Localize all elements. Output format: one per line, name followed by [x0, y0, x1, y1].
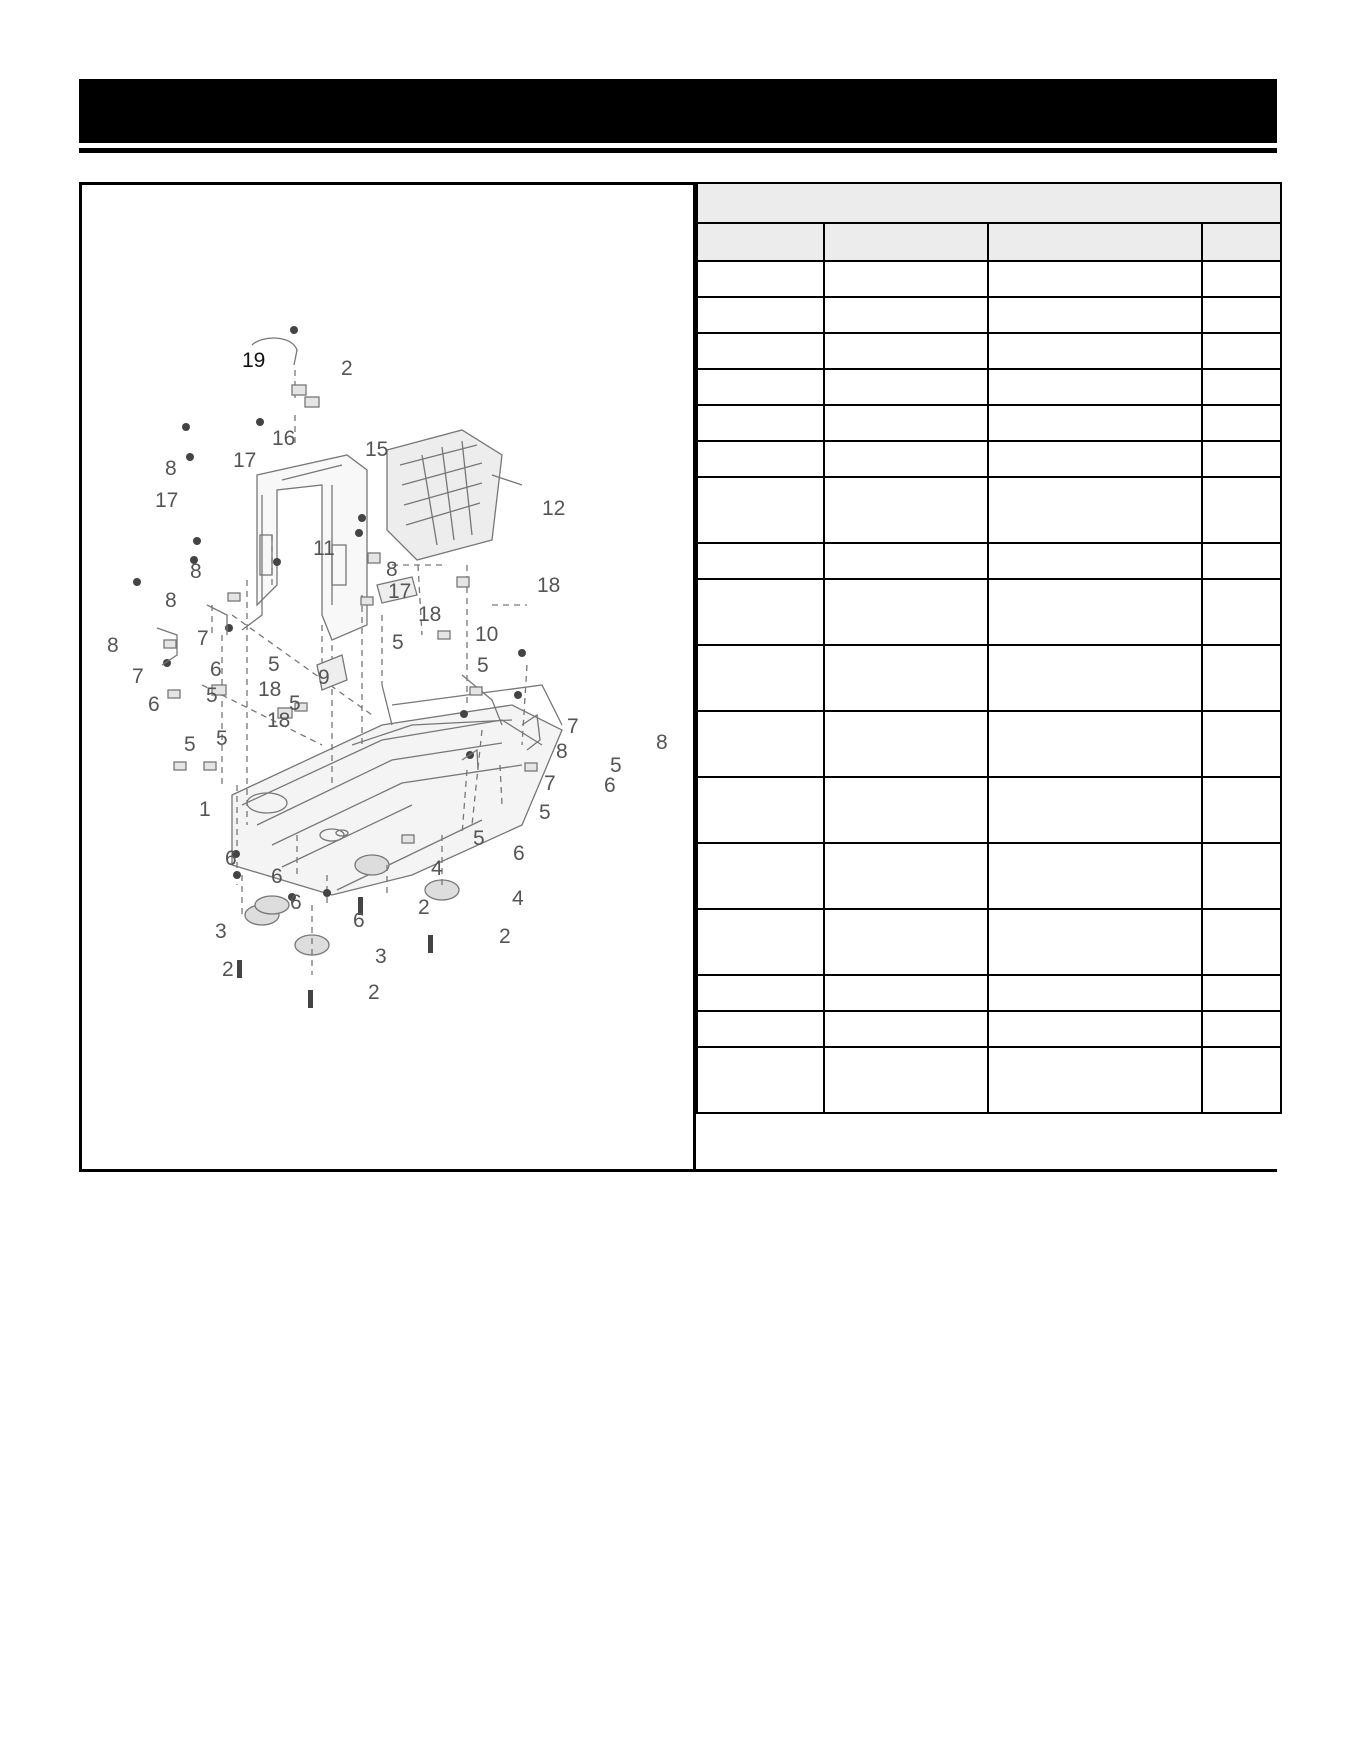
- table-cell: [1202, 579, 1281, 645]
- table-cell: [824, 777, 988, 843]
- table-row: [697, 1047, 1281, 1113]
- table-cell: [697, 441, 824, 477]
- table-row: [697, 843, 1281, 909]
- callout-5: 5: [184, 733, 196, 756]
- table-cell: [1202, 1011, 1281, 1047]
- callout-6: 6: [210, 658, 222, 681]
- callout-3: 3: [215, 920, 227, 943]
- callout-6: 6: [513, 842, 525, 865]
- callout-12: 12: [542, 497, 566, 520]
- table-cell: [988, 579, 1202, 645]
- table-row: [697, 711, 1281, 777]
- callout-18: 18: [267, 709, 291, 732]
- table-cell: [697, 369, 824, 405]
- callout-5: 5: [539, 801, 551, 824]
- page-header-bar: [79, 79, 1277, 143]
- callout-8: 8: [165, 589, 177, 612]
- table-cell: [824, 909, 988, 975]
- callout-4: 4: [512, 887, 524, 910]
- callout-7: 7: [544, 772, 556, 795]
- exploded-parts-diagram: [82, 185, 696, 1169]
- table-row: [697, 579, 1281, 645]
- callout-7: 7: [197, 627, 209, 650]
- table-cell: [988, 1047, 1202, 1113]
- table-cell: [1202, 777, 1281, 843]
- parts-page-frame: [79, 182, 1277, 1172]
- callout-7: 7: [567, 715, 579, 738]
- table-cell: [824, 261, 988, 297]
- table-row: [697, 369, 1281, 405]
- table-cell: [697, 579, 824, 645]
- callout-6: 6: [271, 865, 283, 888]
- table-cell: [1202, 843, 1281, 909]
- callout-8: 8: [656, 731, 668, 754]
- callout-8: 8: [386, 558, 398, 581]
- table-cell: [824, 441, 988, 477]
- table-cell: [988, 711, 1202, 777]
- table-cell: [1202, 261, 1281, 297]
- table-cell: [988, 645, 1202, 711]
- table-cell: [824, 477, 988, 543]
- table-row: [697, 645, 1281, 711]
- table-cell: [824, 297, 988, 333]
- callout-18: 18: [258, 678, 282, 701]
- callout-2: 2: [222, 958, 234, 981]
- callout-6: 6: [290, 891, 302, 914]
- table-cell: [697, 261, 824, 297]
- table-cell: [824, 975, 988, 1011]
- callout-6: 6: [148, 693, 160, 716]
- table-row: [697, 333, 1281, 369]
- callout-5: 5: [477, 654, 489, 677]
- callout-18: 18: [418, 603, 442, 626]
- table-title-cell: [697, 183, 1281, 223]
- table-cell: [824, 1047, 988, 1113]
- callout-8: 8: [165, 457, 177, 480]
- table-cell: [824, 369, 988, 405]
- table-cell: [988, 777, 1202, 843]
- table-cell: [1202, 477, 1281, 543]
- callout-17: 17: [388, 580, 412, 603]
- callout-17: 17: [155, 489, 179, 512]
- table-row: [697, 405, 1281, 441]
- callout-5: 5: [268, 653, 280, 676]
- callout-2: 2: [368, 981, 380, 1004]
- table-cell: [988, 369, 1202, 405]
- table-cell: [1202, 645, 1281, 711]
- callout-6: 6: [225, 847, 237, 870]
- table-cell: [1202, 975, 1281, 1011]
- table-cell: [824, 543, 988, 579]
- callout-6: 6: [353, 909, 365, 932]
- table-cell: [988, 975, 1202, 1011]
- table-row: [697, 777, 1281, 843]
- parts-list-table: [696, 182, 1282, 1114]
- callout-19: 19: [242, 349, 266, 372]
- table-cell: [824, 711, 988, 777]
- table-cell: [697, 645, 824, 711]
- table-cell: [988, 261, 1202, 297]
- table-cell: [988, 909, 1202, 975]
- callout-4: 4: [431, 857, 443, 880]
- callout-18: 18: [537, 574, 561, 597]
- table-cell: [824, 1011, 988, 1047]
- table-cell: [697, 1011, 824, 1047]
- exploded-view-drawing: [82, 185, 693, 1169]
- table-cell: [824, 843, 988, 909]
- table-cell: [1202, 297, 1281, 333]
- table-cell: [697, 297, 824, 333]
- table-row: [697, 441, 1281, 477]
- table-cell: [1202, 1047, 1281, 1113]
- callout-16: 16: [272, 427, 296, 450]
- table-cell: [1202, 333, 1281, 369]
- callout-5: 5: [206, 684, 218, 707]
- table-cell: [697, 543, 824, 579]
- callout-1: 1: [199, 798, 211, 821]
- table-cell: [1202, 543, 1281, 579]
- table-header-row: [697, 223, 1281, 261]
- table-cell: [988, 1011, 1202, 1047]
- table-row: [697, 261, 1281, 297]
- callout-8: 8: [190, 560, 202, 583]
- table-row: [697, 543, 1281, 579]
- table-cell: [824, 405, 988, 441]
- header-rule: [79, 148, 1277, 153]
- table-cell: [988, 543, 1202, 579]
- callout-10: 10: [475, 623, 499, 646]
- callout-2: 2: [418, 896, 430, 919]
- callout-5: 5: [610, 754, 622, 777]
- table-cell: [697, 909, 824, 975]
- table-cell: [697, 843, 824, 909]
- callout-5: 5: [289, 692, 301, 715]
- table-cell: [1202, 369, 1281, 405]
- table-cell: [697, 1047, 824, 1113]
- table-cell: [988, 405, 1202, 441]
- table-cell: [697, 975, 824, 1011]
- table-cell: [1202, 441, 1281, 477]
- callout-15: 15: [365, 438, 389, 461]
- table-cell: [697, 711, 824, 777]
- callout-5: 5: [216, 727, 228, 750]
- table-cell: [988, 843, 1202, 909]
- callout-6: 6: [604, 774, 616, 797]
- table-cell: [697, 405, 824, 441]
- callout-9: 9: [318, 666, 330, 689]
- callout-7: 7: [132, 665, 144, 688]
- callout-2: 2: [341, 357, 353, 380]
- table-cell: [824, 645, 988, 711]
- callout-5: 5: [392, 631, 404, 654]
- callout-11: 11: [313, 537, 335, 560]
- table-cell: [988, 297, 1202, 333]
- table-row: [697, 477, 1281, 543]
- table-cell: [824, 333, 988, 369]
- table-cell: [1202, 711, 1281, 777]
- table-row: [697, 909, 1281, 975]
- table-row: [697, 975, 1281, 1011]
- callout-17: 17: [233, 449, 257, 472]
- table-row: [697, 297, 1281, 333]
- table-cell: [988, 477, 1202, 543]
- table-row: [697, 1011, 1281, 1047]
- callout-8: 8: [107, 634, 119, 657]
- callout-5: 5: [473, 827, 485, 850]
- table-cell: [1202, 405, 1281, 441]
- table-cell: [988, 441, 1202, 477]
- table-cell: [697, 477, 824, 543]
- table-cell: [824, 579, 988, 645]
- table-cell: [1202, 909, 1281, 975]
- table-cell: [697, 333, 824, 369]
- table-cell: [697, 777, 824, 843]
- callout-3: 3: [375, 945, 387, 968]
- callout-2: 2: [499, 925, 511, 948]
- callout-8: 8: [556, 740, 568, 763]
- parts-table-body: [697, 261, 1281, 1113]
- table-cell: [988, 333, 1202, 369]
